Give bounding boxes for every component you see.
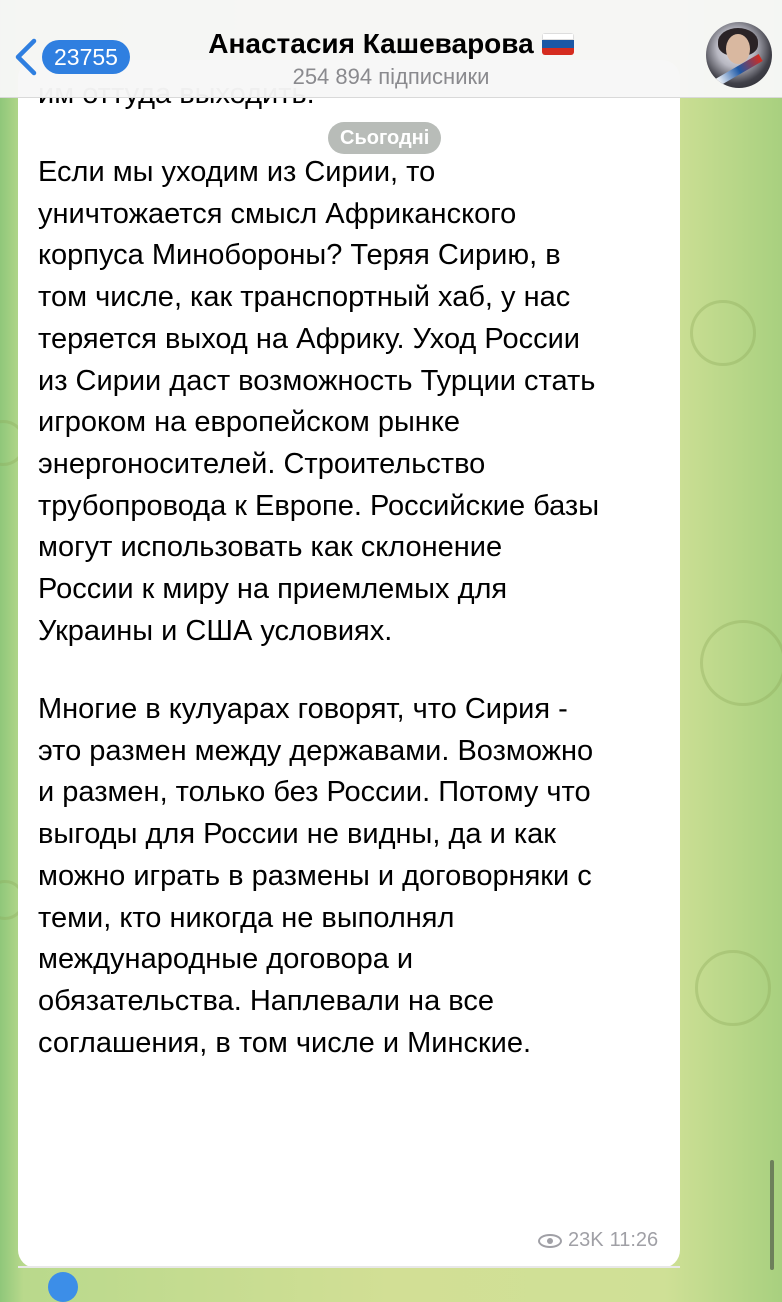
message-paragraph-2: Многие в кулуарах говорят, что Сирия - это размен между державами. Возможно и размен, только без России. Потому что выгоды для России не видны, да и как можно играть в размены и договорняки с теми, кто никогда не выполнял международные договора и обязательства. Наплевали на все соглашения, в том числе и Минские. <box>38 693 594 1059</box>
russia-flag-icon <box>542 33 574 55</box>
message-time: 11:26 <box>609 1229 659 1251</box>
channel-title <box>140 26 642 62</box>
view-count: 23K <box>568 1229 604 1251</box>
wallpaper-doodle <box>690 300 756 366</box>
subscriber-count: 254 894 підписники <box>292 64 490 89</box>
wallpaper-doodle <box>700 620 782 706</box>
back-chevron-icon[interactable] <box>12 37 42 77</box>
scrollbar-thumb[interactable] <box>770 1160 774 1270</box>
channel-name: Анастасия Кашеварова <box>208 28 534 59</box>
message-paragraph-1: Если мы уходим из Сирии, то уничтожается смысл Африканского корпуса Минобороны? Теряя Сирию, в том числе, как транспортный хаб, у нас теряется выход на Африку. Уход России из Сирии даст возможность Турции стать игроком на европейском рынке энергоносителей. Строительство трубопровода к Европе. Российские базы могут использовать как склонение России к миру на приемлемых для Украины и США условиях. <box>38 156 600 647</box>
channel-avatar[interactable] <box>706 22 772 88</box>
channel-title-block[interactable] <box>140 26 642 92</box>
bubble-divider <box>18 1266 680 1268</box>
unread-count-badge[interactable]: 23755 <box>42 40 130 74</box>
avatar-face <box>726 34 750 64</box>
message-meta <box>538 1229 658 1252</box>
wallpaper-doodle <box>695 950 771 1026</box>
next-message-avatar <box>48 1272 78 1302</box>
chat-header <box>0 0 782 98</box>
eye-icon <box>538 1234 562 1248</box>
date-separator: Сьогодні <box>328 122 441 154</box>
